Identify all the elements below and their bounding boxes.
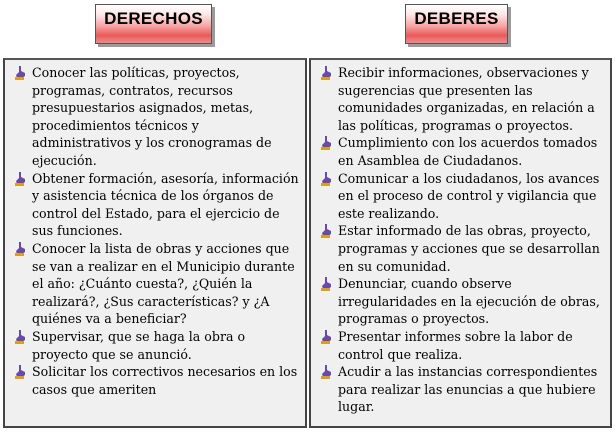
deber-item	[317, 328, 604, 363]
derecho-item	[11, 170, 299, 240]
derecho-item	[11, 240, 299, 328]
derecho-item-text: Solicitar los correctivos necesarios en los casos que ameriten	[32, 364, 298, 397]
derechos-list	[5, 60, 305, 398]
header-deberes	[405, 4, 508, 44]
deber-item	[317, 222, 604, 275]
header-deberes-label: DEBERES	[414, 9, 499, 28]
derecho-item	[11, 363, 299, 398]
deber-item-text: Cumplimiento con los acuerdos tomados en Asamblea de Ciudadanos.	[338, 135, 598, 168]
pointing-hand-bullet-icon	[13, 242, 27, 256]
deber-item-text: Presentar informes sobre la labor de control que realiza.	[338, 328, 573, 362]
deber-item	[317, 170, 604, 223]
pointing-hand-bullet-icon	[13, 365, 27, 379]
pointing-hand-bullet-icon	[13, 330, 27, 344]
header-derechos-label: DERECHOS	[104, 9, 203, 28]
header-derechos	[95, 4, 212, 44]
deber-item-text: Estar informado de las obras, proyecto, programas y acciones que se desarrollan en su comunidad.	[338, 223, 600, 274]
pointing-hand-bullet-icon	[319, 172, 333, 186]
derecho-item	[11, 64, 299, 170]
pointing-hand-bullet-icon	[319, 136, 333, 150]
pointing-hand-bullet-icon	[319, 277, 333, 291]
derecho-item	[11, 328, 299, 363]
pointing-hand-bullet-icon	[13, 172, 27, 186]
deber-item	[317, 64, 604, 134]
deber-item	[317, 134, 604, 169]
deber-item	[317, 275, 604, 328]
deber-item-text: Recibir informaciones, observaciones y sugerencias que presenten las comunidades organizadas, en relación a las políticas, programas o proyectos.	[338, 65, 595, 133]
pointing-hand-bullet-icon	[319, 66, 333, 80]
deber-item-text: Comunicar a los ciudadanos, los avances en el proceso de control y vigilancia que este realizando.	[338, 170, 600, 221]
pointing-hand-bullet-icon	[319, 365, 333, 379]
deber-item	[317, 363, 604, 416]
deber-item-text: Acudir a las instancias correspondientes para realizar las enuncias a que hubiere lugar.	[338, 364, 598, 415]
derecho-item-text: Conocer las políticas, proyectos, programas, contratos, recursos presupuestarios asignados, metas, procedimientos técnicos y administrativos y los cronogramas de ejecución.	[32, 65, 272, 168]
derecho-item-text: Obtener formación, asesoría, información y asistencia técnica de los órganos de control del Estado, para el ejercicio de sus funciones.	[32, 170, 299, 239]
deber-item-text: Denunciar, cuando observe irregularidades en la ejecución de obras, programas o proyectos.	[338, 276, 600, 327]
derecho-item-text: Conocer la lista de obras y acciones que se van a realizar en el Municipio durante el año: ¿Cuánto cuesta?, ¿Quién la realizará?, ¿Sus características? y ¿A quiénes va a beneficiar?	[32, 240, 295, 327]
derecho-item-text: Supervisar, que se haga la obra o proyecto que se anunció.	[32, 328, 246, 362]
derechos-column	[3, 58, 307, 428]
pointing-hand-bullet-icon	[319, 330, 333, 344]
pointing-hand-bullet-icon	[319, 224, 333, 238]
pointing-hand-bullet-icon	[13, 66, 27, 80]
deberes-column	[309, 58, 612, 428]
deberes-list	[311, 60, 610, 416]
